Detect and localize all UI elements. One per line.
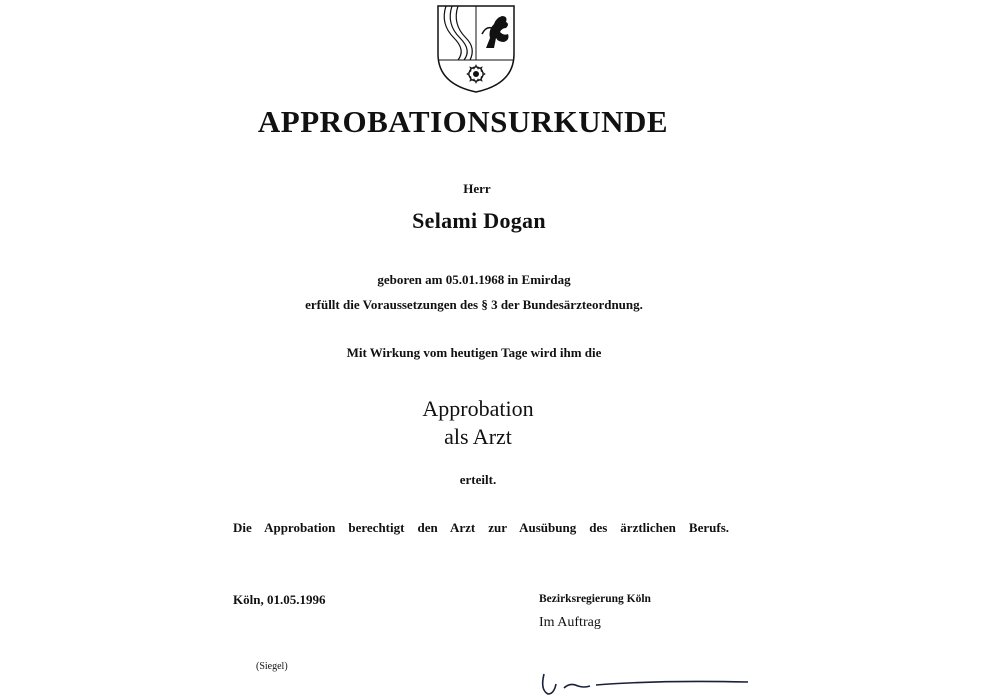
effect-line: Mit Wirkung vom heutigen Tage wird ihm die bbox=[346, 345, 602, 360]
signature-icon bbox=[538, 668, 753, 698]
on-behalf-line: Im Auftrag bbox=[539, 615, 601, 630]
issuing-authority: Bezirksregierung Köln bbox=[539, 593, 651, 605]
profession-line: als Arzt bbox=[444, 424, 512, 449]
salutation: Herr bbox=[463, 181, 491, 196]
approbation-line: Approbation bbox=[422, 396, 534, 421]
birth-line: geboren am 05.01.1968 in Emirdag bbox=[377, 272, 571, 287]
granted-line: erteilt. bbox=[459, 472, 497, 487]
coat-of-arms-icon bbox=[436, 4, 516, 94]
seal-note: (Siegel) bbox=[256, 661, 288, 672]
recipient-name: Selami Dogan bbox=[412, 208, 546, 233]
certificate-title: APPROBATIONSURKUNDE bbox=[257, 104, 669, 139]
requirements-line: erfüllt die Voraussetzungen des § 3 der Bundesärzteordnung. bbox=[305, 297, 643, 312]
place-date: Köln, 01.05.1996 bbox=[233, 592, 326, 607]
entitlement-line: Die Approbation berechtigt den Arzt zur Ausübung des ärztlichen Berufs. bbox=[233, 520, 729, 535]
